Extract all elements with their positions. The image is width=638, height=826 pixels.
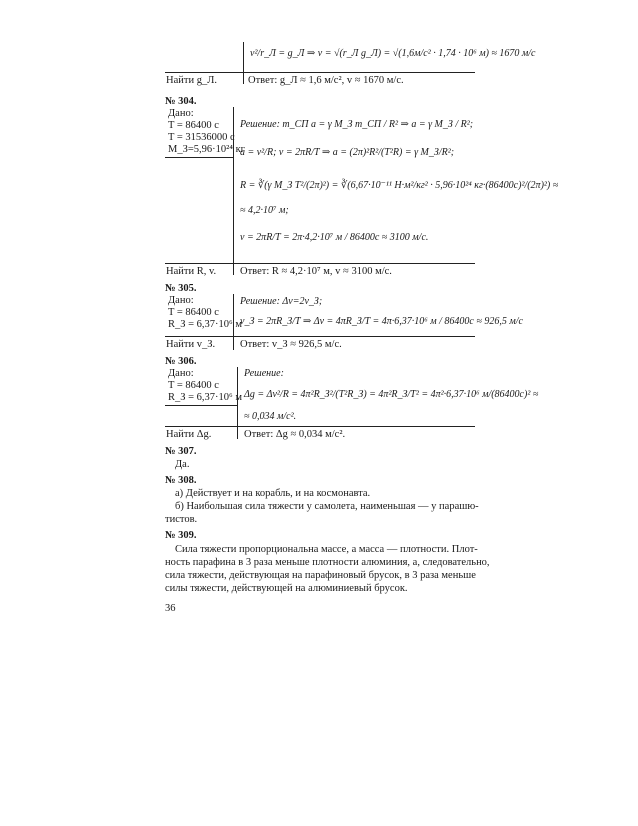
p304-solution-5: v = 2πR/T = 2π·4,2·10⁷ м / 86400с ≈ 3100 м/с.	[240, 232, 429, 243]
p304-given-underline	[165, 157, 233, 158]
row-divider	[165, 72, 475, 73]
top-formula-text: v²/r_Л = g_Л ⇒ v = √(r_Л g_Л) = √(1,6м/с² · 1,74 · 10⁶ м) ≈ 1670 м/с	[250, 48, 536, 59]
p304-given-1: T = 86400 с	[168, 120, 219, 131]
p305-solution-2: v_З = 2πR_З/T ⇒ Δv = 4πR_З/T = 4π·6,37·10⁶ м / 86400с ≈ 926,5 м/с	[240, 316, 523, 327]
p309-line-1: Сила тяжести пропорциональна массе, а масса — плотности. Плот-	[175, 544, 478, 555]
p304-given-0: Дано:	[168, 108, 194, 119]
problem-304-number: № 304.	[165, 96, 197, 107]
p309-line-2: ность парафина в 3 раза меньше плотности алюминия, а, следовательно,	[165, 557, 490, 568]
p305-divider	[233, 294, 234, 350]
p306-given-1: T = 86400 с	[168, 380, 219, 391]
p306-solution-1: Решение:	[244, 368, 284, 379]
p304-answer: Ответ: R ≈ 4,2·10⁷ м, v ≈ 3100 м/с.	[240, 266, 392, 277]
p306-given-underline	[165, 405, 237, 406]
column-divider	[243, 42, 244, 84]
problem-306-number: № 306.	[165, 356, 197, 367]
p304-solution-3: R = ∛(γ M_З T²/(2π)²) = ∛(6,67·10⁻¹¹ Н·м²/кг² · 5,96·10²⁴ кг·(86400с)²/(2π)²) ≈	[240, 180, 559, 191]
top-formula	[250, 48, 536, 59]
p304-solution-1: Решение: m_СП a = γ M_З m_СП / R² ⇒ a = γ M_З / R²;	[240, 119, 474, 130]
p306-answer: Ответ: Δg ≈ 0,034 м/с².	[244, 429, 346, 440]
p304-solution-4: ≈ 4,2·10⁷ м;	[240, 205, 289, 216]
p307-text: Да.	[175, 459, 190, 470]
p305-find-line	[165, 336, 475, 337]
p304-find-line	[165, 263, 475, 264]
problem-305-number: № 305.	[165, 283, 197, 294]
p304-given-2: T = 31536000 с	[168, 132, 235, 143]
p304-find: Найти R, v.	[166, 266, 217, 277]
p306-given-0: Дано:	[168, 368, 194, 379]
top-find: Найти g_Л.	[166, 75, 217, 86]
p306-divider	[237, 367, 238, 439]
p306-given-2: R_З = 6,37·10⁶ м	[168, 392, 242, 403]
p306-solution-2: Δg = Δv²/R = 4π²R_З²/(T²R_З) = 4π²R_З/T² = 4π²·6,37·10⁶ м/(86400с)² ≈	[244, 389, 539, 400]
problem-307-number: № 307.	[165, 446, 197, 457]
p305-given-2: R_З = 6,37·10⁶ м	[168, 319, 242, 330]
p305-answer: Ответ: v_З ≈ 926,5 м/с.	[240, 339, 342, 350]
problem-309-number: № 309.	[165, 530, 197, 541]
top-answer: Ответ: g_Л ≈ 1,6 м/с², v ≈ 1670 м/с.	[248, 75, 404, 86]
p304-divider	[233, 107, 234, 275]
p304-solution-2: a = v²/R; v = 2πR/T ⇒ a = (2π)²R²/(T²R) = γ M_З/R²;	[240, 147, 455, 158]
p306-find-line	[165, 426, 475, 427]
p305-find: Найти v_З.	[166, 339, 216, 350]
p309-line-4: силы тяжести, действующей на алюминиевый брусок.	[165, 583, 408, 594]
problem-308-number: № 308.	[165, 475, 197, 486]
p306-find: Найти Δg.	[166, 429, 212, 440]
p306-solution-3: ≈ 0,034 м/с².	[244, 411, 297, 422]
p308-a: а) Действует и на корабль, и на космонавта.	[175, 488, 371, 499]
page-number: 36	[165, 603, 176, 614]
p305-given-0: Дано:	[168, 295, 194, 306]
p304-given-3: M_З=5,96·10²⁴ кг	[168, 144, 245, 155]
p309-line-3: сила тяжести, действующая на парафиновый брусок, в 3 раза меньше	[165, 570, 476, 581]
p308-b-line1: б) Наибольшая сила тяжести у самолета, наименьшая — у парашю-	[175, 501, 479, 512]
p308-b-line2: тистов.	[165, 514, 198, 525]
p305-given-1: T = 86400 с	[168, 307, 219, 318]
p305-solution-1: Решение: Δv=2v_З;	[240, 296, 323, 307]
